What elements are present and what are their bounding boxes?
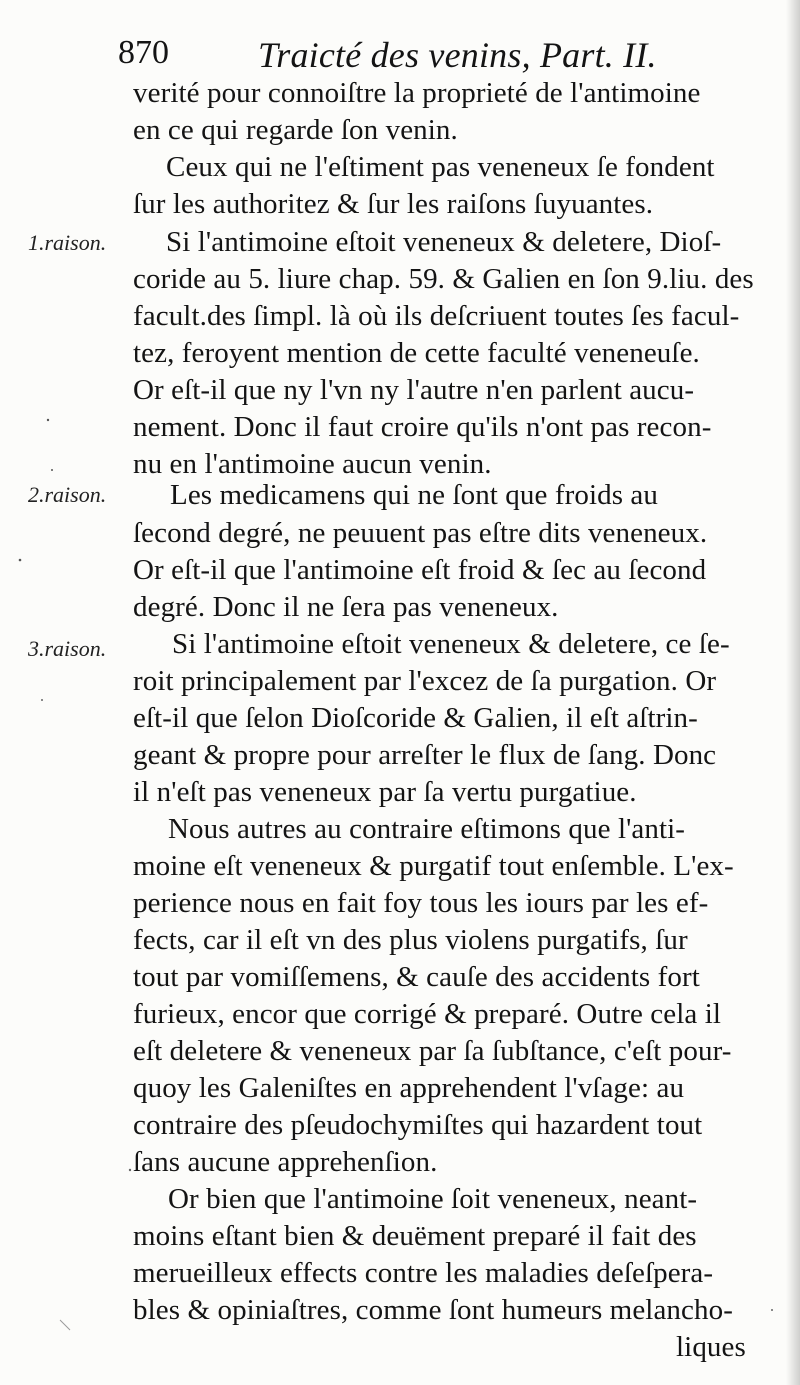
text-line: Les medicamens qui ne ſont que froids au	[170, 479, 659, 511]
running-title: Traicté des venins, Part. II.	[258, 35, 657, 75]
text-line: en ce qui regarde ſon venin.	[133, 114, 458, 146]
text-line: fects, car il eſt vn des plus violens purgatifs, ſur	[133, 924, 688, 956]
margin-note-first-reason: 1.raison.	[28, 230, 107, 255]
text-line: ſecond degré, ne peuuent pas eſtre dits veneneux.	[133, 517, 708, 549]
margin-note-third-reason: 3.raison.	[28, 636, 107, 661]
text-line: tout par vomiſſemens, & cauſe des accidents fort	[133, 961, 700, 993]
text-line: furieux, encor que corrigé & preparé. Outre cela il	[133, 998, 722, 1030]
text-line: merueilleux effects contre les maladies deſeſpera-	[133, 1257, 714, 1289]
text-line: Si l'antimoine eſtoit veneneux & deletere, ce ſe-	[172, 628, 730, 660]
text-line: facult.des ſimpl. là où ils deſcriuent toutes ſes facul-	[133, 300, 740, 332]
text-line: Nous autres au contraire eſtimons que l'anti-	[168, 813, 686, 845]
text-line: degré. Donc il ne ſera pas veneneux.	[133, 591, 559, 623]
text-line: eſt deletere & veneneux par ſa ſubſtance, c'eſt pour-	[133, 1035, 732, 1067]
text-line: geant & propre pour arreſter le flux de ſang. Donc	[133, 739, 717, 771]
text-line: Ceux qui ne l'eſtiment pas veneneux ſe fondent	[166, 151, 715, 183]
text-line: ſur les authoritez & ſur les raiſons ſuyuantes.	[133, 188, 654, 220]
margin-note-second-reason: 2.raison.	[28, 482, 107, 507]
text-line: moins eſtant bien & deuëment preparé il fait des	[133, 1220, 697, 1252]
text-line: Or bien que l'antimoine ſoit veneneux, neant-	[168, 1183, 698, 1215]
text-line: Or eſt-il que ny l'vn ny l'autre n'en parlent aucu-	[133, 374, 695, 406]
text-line: verité pour connoiſtre la proprieté de l'antimoine	[133, 77, 701, 109]
page-edge-shadow	[786, 0, 800, 1385]
text-line: Si l'antimoine eſtoit veneneux & deletere, Dioſ-	[166, 226, 722, 258]
text-line: moine eſt veneneux & purgatif tout enſemble. L'ex-	[133, 850, 734, 882]
text-line: Or eſt-il que l'antimoine eſt froid & ſec au ſecond	[133, 554, 707, 586]
text-line: nu en l'antimoine aucun venin.	[133, 448, 492, 480]
text-line: il n'eſt pas veneneux par ſa vertu purgatiue.	[133, 776, 637, 808]
text-line: bles & opiniaſtres, comme ſont humeurs melancho-	[133, 1294, 733, 1326]
page-number: 870	[118, 34, 169, 71]
text-line: quoy les Galeniſtes en apprehendent l'vſage: au	[133, 1072, 685, 1104]
text-line: contraire des pſeudochymiſtes qui hazardent tout	[133, 1109, 703, 1141]
text-line: coride au 5. liure chap. 59. & Galien en ſon 9.liu. des	[133, 263, 754, 295]
text-line: eſt-il que ſelon Dioſcoride & Galien, il eſt aſtrin-	[133, 702, 698, 734]
text-line: liques	[676, 1331, 746, 1363]
text-line: perience nous en fait foy tous les iours par les ef-	[133, 887, 709, 919]
text-line: ſans aucune apprehenſion.	[133, 1146, 438, 1178]
text-line: tez, feroyent mention de cette faculté veneneuſe.	[133, 337, 700, 369]
text-line: nement. Donc il faut croire qu'ils n'ont pas recon-	[133, 411, 712, 443]
text-line: roit principalement par l'excez de ſa purgation. Or	[133, 665, 717, 697]
